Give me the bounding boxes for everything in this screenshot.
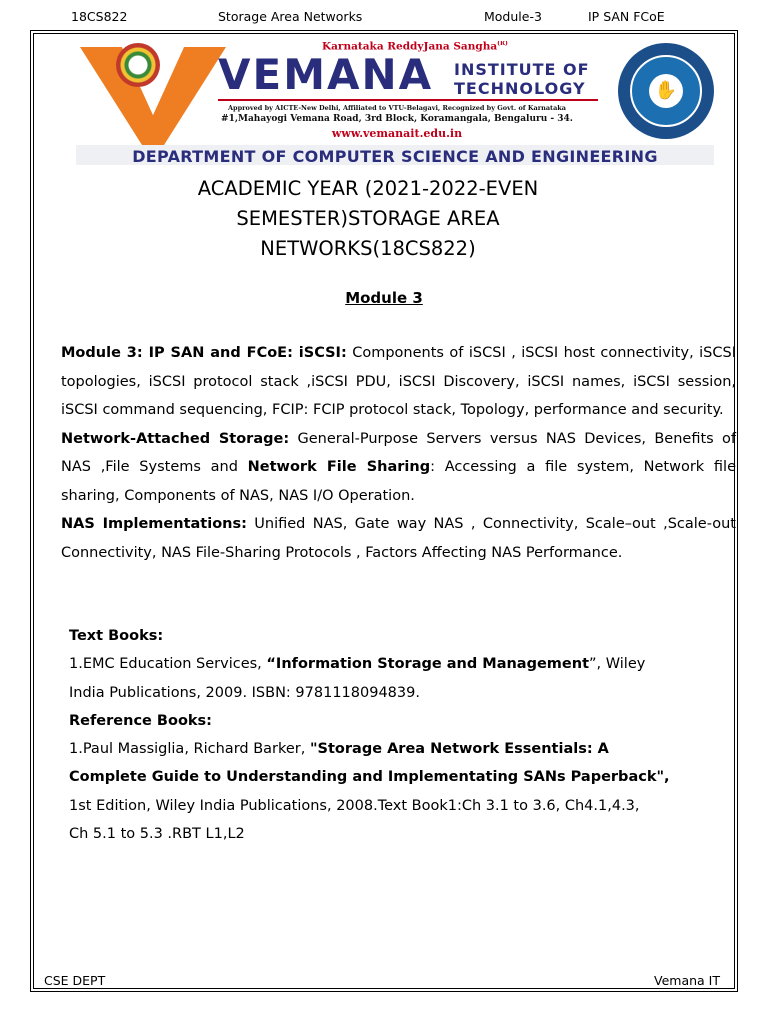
seal-icon xyxy=(618,43,714,139)
module-topic: IP SAN FCoE xyxy=(588,9,665,24)
institute-address: #1,Mahayogi Vemana Road, 3rd Block, Koramangala, Bengaluru - 34. xyxy=(221,114,573,124)
banner-rule xyxy=(218,99,598,101)
footer-right: Vemana IT xyxy=(654,973,720,988)
document-title: ACADEMIC YEAR (2021-2022-EVEN SEMESTER)STORAGE AREA NETWORKS(18CS822) xyxy=(197,177,539,260)
text-book-entry: 1.EMC Education Services, “Information Storage and Management”, Wiley xyxy=(69,656,646,673)
course-code: 18CS822 xyxy=(71,9,128,24)
approval-text: Approved by AICTE-New Delhi, Affiliated to VTU-Belagavi, Recognized by Govt. of Karnataka xyxy=(227,104,566,112)
reference-books-heading: Reference Books: xyxy=(69,712,212,729)
reference-book-details: 1st Edition, Wiley India Publications, 2008.Text Book1:Ch 3.1 to 3.6, Ch4.1,4.3, xyxy=(69,797,640,814)
syllabus-paragraph: NAS Implementations: Unified NAS, Gate way NAS , Connectivity, Scale–out ,Scale-out Connectivity, NAS File-Sharing Protocols , Factors Affecting NAS Performance. xyxy=(61,516,736,561)
institute-banner xyxy=(76,41,714,165)
institute-website: www.vemanait.edu.in xyxy=(331,127,463,140)
module-heading: Module 3 xyxy=(345,289,423,307)
syllabus-section xyxy=(61,339,736,567)
syllabus-paragraph: Network-Attached Storage: General-Purpose Servers versus NAS Devices, Benefits of NAS ,File Systems and Network File Sharing: Accessing a file system, Network file sharing, Components of NAS, NAS I/O Operation. xyxy=(61,430,737,504)
course-subject: Storage Area Networks xyxy=(218,9,363,24)
reference-book-details-cont: Ch 5.1 to 5.3 .RBT L1,L2 xyxy=(69,826,245,843)
torch-icon: ✋ xyxy=(654,80,678,101)
reference-book-entry-cont: Complete Guide to Understanding and Implementating SANs Paperback", xyxy=(69,769,670,786)
institute-line-2: TECHNOLOGY xyxy=(454,79,586,98)
footer-left: CSE DEPT xyxy=(44,973,106,988)
page-header xyxy=(0,9,768,25)
module-label: Module-3 xyxy=(484,9,542,24)
department-name: DEPARTMENT OF COMPUTER SCIENCE AND ENGINEERING xyxy=(132,147,658,165)
reference-book-entry: 1.Paul Massiglia, Richard Barker, "Storage Area Network Essentials: A xyxy=(69,741,609,758)
text-book-entry-cont: India Publications, 2009. ISBN: 9781118094839. xyxy=(69,684,420,701)
institute-line-1: INSTITUTE OF xyxy=(454,60,590,79)
emblem-icon xyxy=(116,43,160,87)
institute-name: VEMANA xyxy=(218,50,434,99)
text-books-heading: Text Books: xyxy=(69,628,164,644)
syllabus-paragraph: Module 3: IP SAN and FCoE: iSCSI: Components of iSCSI , iSCSI host connectivity, iSCSI topologies, iSCSI protocol stack ,iSCSI PDU, iSCSI Discovery, iSCSI names, iSCSI session, iSCSI command sequencing, FCIP: FCIP protocol stack, Topology, performance and security. xyxy=(61,345,736,418)
books-section xyxy=(69,622,729,848)
sangha-name: Karnataka ReddyJana Sangha$^{(R)}$ xyxy=(322,41,508,53)
